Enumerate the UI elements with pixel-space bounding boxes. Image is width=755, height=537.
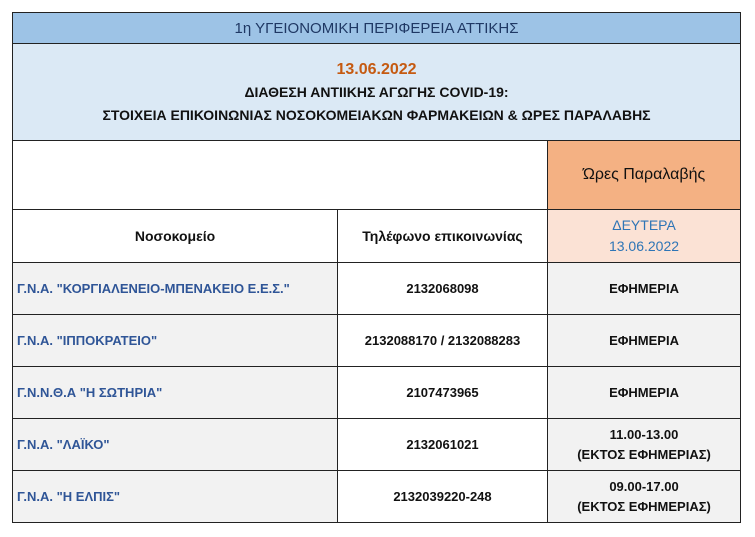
hospital-name: Γ.Ν.Α. "ΚΟΡΓΙΑΛΕΝΕΙΟ-ΜΠΕΝΑΚΕΙΟ Ε.Ε.Σ." — [13, 263, 338, 315]
title-line-1: ΔΙΑΘΕΣΗ ΑΝΤΙΙΚΗΣ ΑΓΩΓΗΣ COVID-19: — [244, 83, 509, 100]
pickup-hours-cell — [548, 471, 741, 523]
pickup-hours-note: (ΕΚΤΟΣ ΕΦΗΜΕΡΙΑΣ) — [577, 446, 711, 462]
pickup-hours: 09.00-17.00 — [609, 478, 679, 494]
pickup-hours-note: (ΕΚΤΟΣ ΕΦΗΜΕΡΙΑΣ) — [577, 498, 711, 514]
phone-number: 2132039220-248 — [338, 471, 548, 523]
table-row — [13, 419, 741, 471]
phone-number: 2132068098 — [338, 263, 548, 315]
pickup-hours: ΕΦΗΜΕΡΙΑ — [609, 384, 679, 400]
schedule-table — [12, 12, 741, 523]
table-row — [13, 367, 741, 419]
region-title: 1η ΥΓΕΙΟΝΟΜΙΚΗ ΠΕΡΙΦΕΡΕΙΑ ΑΤΤΙΚΗΣ — [234, 19, 519, 37]
phone-number: 2107473965 — [338, 367, 548, 419]
pickup-hours-cell — [548, 263, 741, 315]
phone-number: 2132088170 / 2132088283 — [338, 315, 548, 367]
phone-column-header: Τηλέφωνο επικοινωνίας — [338, 210, 548, 263]
pickup-hours-cell — [548, 367, 741, 419]
day-date: 13.06.2022 — [608, 238, 680, 254]
pickup-hours: ΕΦΗΜΕΡΙΑ — [609, 280, 679, 296]
pickup-hours-cell — [548, 419, 741, 471]
report-date: 13.06.2022 — [336, 60, 417, 78]
hospital-name: Γ.Ν.Α. "Η ΕΛΠΙΣ" — [13, 471, 338, 523]
hospital-name: Γ.Ν.Α. "ΙΠΠΟΚΡΑΤΕΙΟ" — [13, 315, 338, 367]
region-header — [13, 13, 741, 44]
day-column-header — [548, 210, 741, 263]
info-header — [13, 44, 741, 141]
pickup-hours: ΕΦΗΜΕΡΙΑ — [609, 332, 679, 348]
hospital-name: Γ.Ν.Α. "ΛΑΪΚΟ" — [13, 419, 338, 471]
hospital-name: Γ.Ν.Ν.Θ.Α "Η ΣΩΤΗΡΙΑ" — [13, 367, 338, 419]
pickup-hours: 11.00-13.00 — [609, 426, 679, 442]
table-row — [13, 263, 741, 315]
phone-number: 2132061021 — [338, 419, 548, 471]
hospital-rows — [13, 263, 741, 523]
pharmacy-schedule-sheet — [12, 12, 740, 523]
table-row — [13, 471, 741, 523]
table-row — [13, 315, 741, 367]
blank-header-cell — [13, 141, 548, 210]
day-name: ΔΕΥΤΕΡΑ — [612, 217, 676, 233]
pickup-hours-cell — [548, 315, 741, 367]
pickup-hours-header: Ώρες Παραλαβής — [548, 141, 741, 210]
hospital-column-header: Νοσοκομείο — [13, 210, 338, 263]
title-line-2: ΣΤΟΙΧΕΙΑ ΕΠΙΚΟΙΝΩΝΙΑΣ ΝΟΣΟΚΟΜΕΙΑΚΩΝ ΦΑΡΜΑΚΕΙΩΝ & ΩΡΕΣ ΠΑΡΑΛΑΒΗΣ — [102, 106, 651, 123]
